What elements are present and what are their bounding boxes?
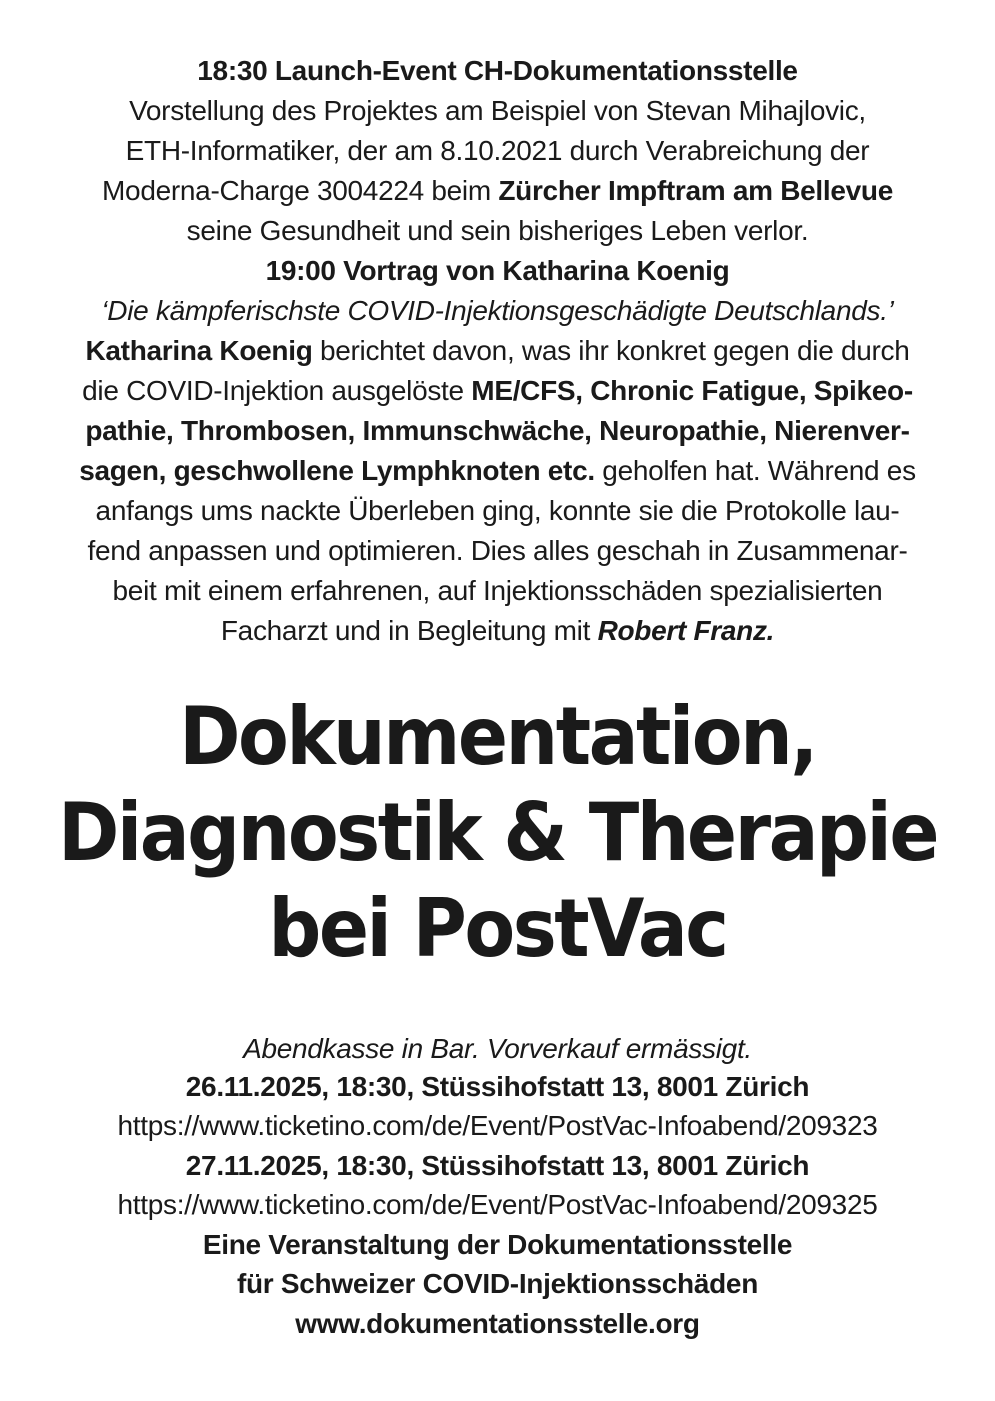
event2-quote: ‘Die kämpferischste COVID-Injektionsgeschädigte Deutschlands.’ [101, 295, 894, 326]
ticket-link-2[interactable]: https://www.ticketino.com/de/Event/PostVac-Infoabend/209325 [117, 1189, 878, 1220]
event2-text-line: fend anpassen und optimieren. Dies alles geschah in Zusammenar- [87, 535, 908, 566]
event1-text-line: seine Gesundheit und sein bisheriges Leben verlor. [186, 215, 809, 246]
event2-text-line: sagen, geschwollene Lymphknoten etc. geholfen hat. Während es [79, 455, 916, 486]
event2-text-line: beit mit einem erfahrenen, auf Injektionsschäden spezialisierten [112, 575, 883, 606]
main-title-line: bei PostVac [268, 882, 727, 976]
event1-heading: 18:30 Launch-Event CH-Dokumentationsstelle [197, 55, 798, 86]
event-date-2: 27.11.2025, 18:30, Stüssihofstatt 13, 8001 Zürich [185, 1150, 810, 1181]
event1-text-line: Moderna-Charge 3004224 beim Zürcher Impftram am Bellevue [102, 175, 893, 206]
event2-text-line: Facharzt und in Begleitung mit Robert Franz. [220, 615, 775, 646]
event2-text-line: Katharina Koenig berichtet davon, was ihr konkret gegen die durch [85, 335, 910, 366]
event2-text-line: anfangs ums nackte Überleben ging, konnte sie die Protokolle lau- [95, 495, 900, 526]
event1-text-line: ETH-Informatiker, der am 8.10.2021 durch Verabreichung der [125, 135, 870, 166]
main-title-line: Diagnostik & Therapie [57, 786, 938, 880]
ticket-note: Abendkasse in Bar. Vorverkauf ermässigt. [243, 1033, 752, 1064]
event-date-1: 26.11.2025, 18:30, Stüssihofstatt 13, 8001 Zürich [185, 1071, 810, 1102]
organizer-line: für Schweizer COVID-Injektionsschäden [236, 1268, 759, 1299]
main-title-line: Dokumentation, [179, 690, 816, 784]
event2-text-line: pathie, Thrombosen, Immunschwäche, Neuropathie, Nierenver- [85, 415, 910, 446]
organizer-website[interactable]: www.dokumentationsstelle.org [295, 1308, 700, 1339]
ticket-link-1[interactable]: https://www.ticketino.com/de/Event/PostVac-Infoabend/209323 [117, 1110, 878, 1141]
organizer-line: Eine Veranstaltung der Dokumentationsstelle [202, 1229, 793, 1260]
event2-heading: 19:00 Vortrag von Katharina Koenig [265, 255, 730, 286]
event2-text-line: die COVID-Injektion ausgelöste ME/CFS, Chronic Fatigue, Spikeo- [82, 375, 913, 406]
event1-text-line: Vorstellung des Projektes am Beispiel von Stevan Mihajlovic, [129, 95, 866, 126]
